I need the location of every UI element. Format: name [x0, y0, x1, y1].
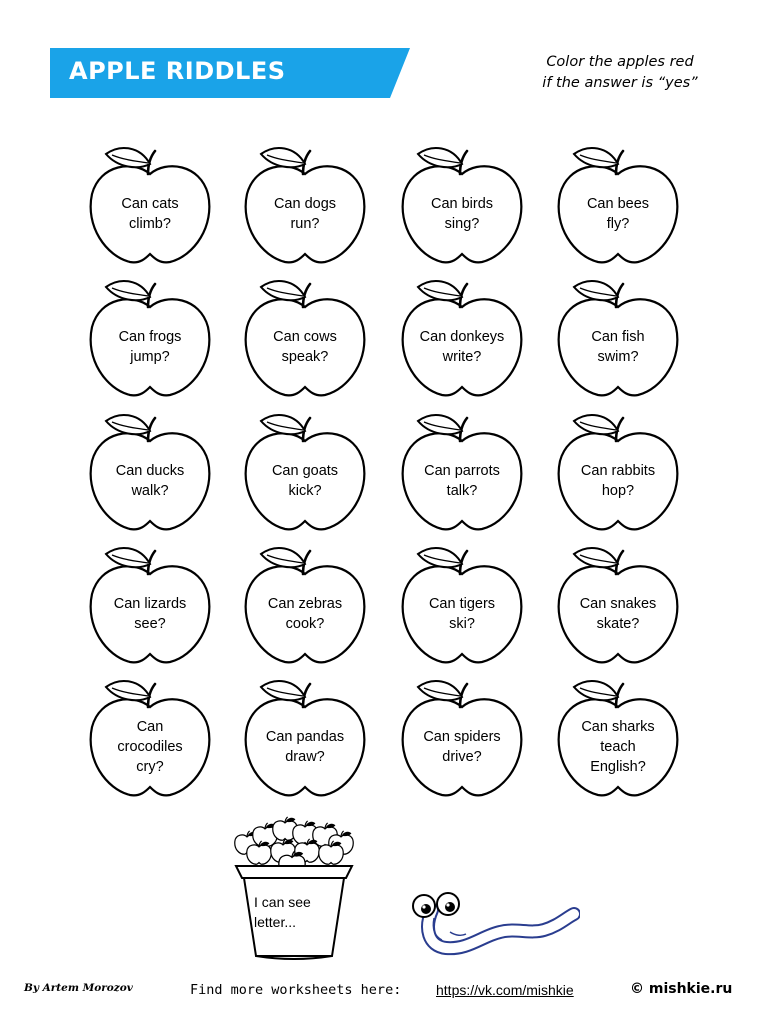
riddle-text: Can ducks walk? — [115, 463, 185, 499]
instructions — [520, 52, 720, 94]
worm-icon — [404, 884, 580, 960]
riddle-text: Can frogs jump? — [118, 329, 182, 365]
bucket-icon — [226, 814, 362, 962]
riddle-text: Can dogs run? — [273, 196, 337, 232]
riddle-text: Can birds sing? — [430, 196, 494, 232]
apple-bucket — [226, 814, 362, 962]
riddle-text: Can cats climb? — [121, 196, 179, 232]
riddle-text: Can crocodiles cry? — [117, 719, 183, 775]
apple-riddle[interactable] — [88, 405, 212, 535]
footer-link[interactable]: https://vk.com/mishkie — [436, 982, 574, 998]
riddle-text: Can cows speak? — [273, 329, 337, 365]
apple-riddle[interactable] — [243, 271, 367, 401]
apple-riddle[interactable] — [556, 671, 680, 801]
riddle-text: Can parrots talk? — [424, 463, 500, 499]
riddle-text: Can tigers ski? — [428, 596, 496, 632]
riddle-text: Can donkeys write? — [419, 329, 505, 365]
riddle-text: Can pandas draw? — [265, 729, 345, 765]
riddle-text: Can lizards see? — [113, 596, 187, 632]
apple-riddle[interactable] — [556, 271, 680, 401]
apple-riddle[interactable] — [88, 271, 212, 401]
apple-riddle[interactable] — [243, 138, 367, 268]
apple-riddle[interactable] — [556, 538, 680, 668]
riddle-text: Can sharks teach English? — [581, 719, 655, 775]
apple-riddle[interactable] — [243, 405, 367, 535]
apple-riddle[interactable] — [400, 405, 524, 535]
instruction-line-1: Color the apples red — [546, 54, 694, 70]
riddle-text: Can rabbits hop? — [580, 463, 656, 499]
apple-riddle[interactable] — [400, 271, 524, 401]
bucket-text: I can see letter... — [254, 894, 311, 930]
footer-author: By Artem Morozov — [24, 982, 133, 994]
riddle-text: Can goats kick? — [271, 463, 339, 499]
apple-riddle[interactable] — [556, 138, 680, 268]
riddle-text: Can snakes skate? — [579, 596, 657, 632]
apple-riddle[interactable] — [400, 671, 524, 801]
apple-riddle[interactable] — [400, 538, 524, 668]
apple-riddle[interactable] — [88, 538, 212, 668]
apple-riddle[interactable] — [88, 671, 212, 801]
riddle-text: Can spiders drive? — [423, 729, 501, 765]
title-banner — [50, 48, 410, 98]
apple-riddle[interactable] — [243, 671, 367, 801]
riddle-text: Can bees fly? — [586, 196, 650, 232]
apple-riddle[interactable] — [243, 538, 367, 668]
riddle-text: Can zebras cook? — [267, 596, 343, 632]
instruction-line-2: if the answer is “yes” — [542, 75, 698, 91]
apple-riddle[interactable] — [556, 405, 680, 535]
page-title: APPLE RIDDLES — [69, 57, 286, 85]
apple-riddle[interactable] — [400, 138, 524, 268]
footer-find-more: Find more worksheets here: — [190, 982, 402, 998]
apple-riddle[interactable] — [88, 138, 212, 268]
footer-copyright: © mishkie.ru — [630, 981, 733, 997]
riddle-text: Can fish swim? — [591, 329, 645, 365]
